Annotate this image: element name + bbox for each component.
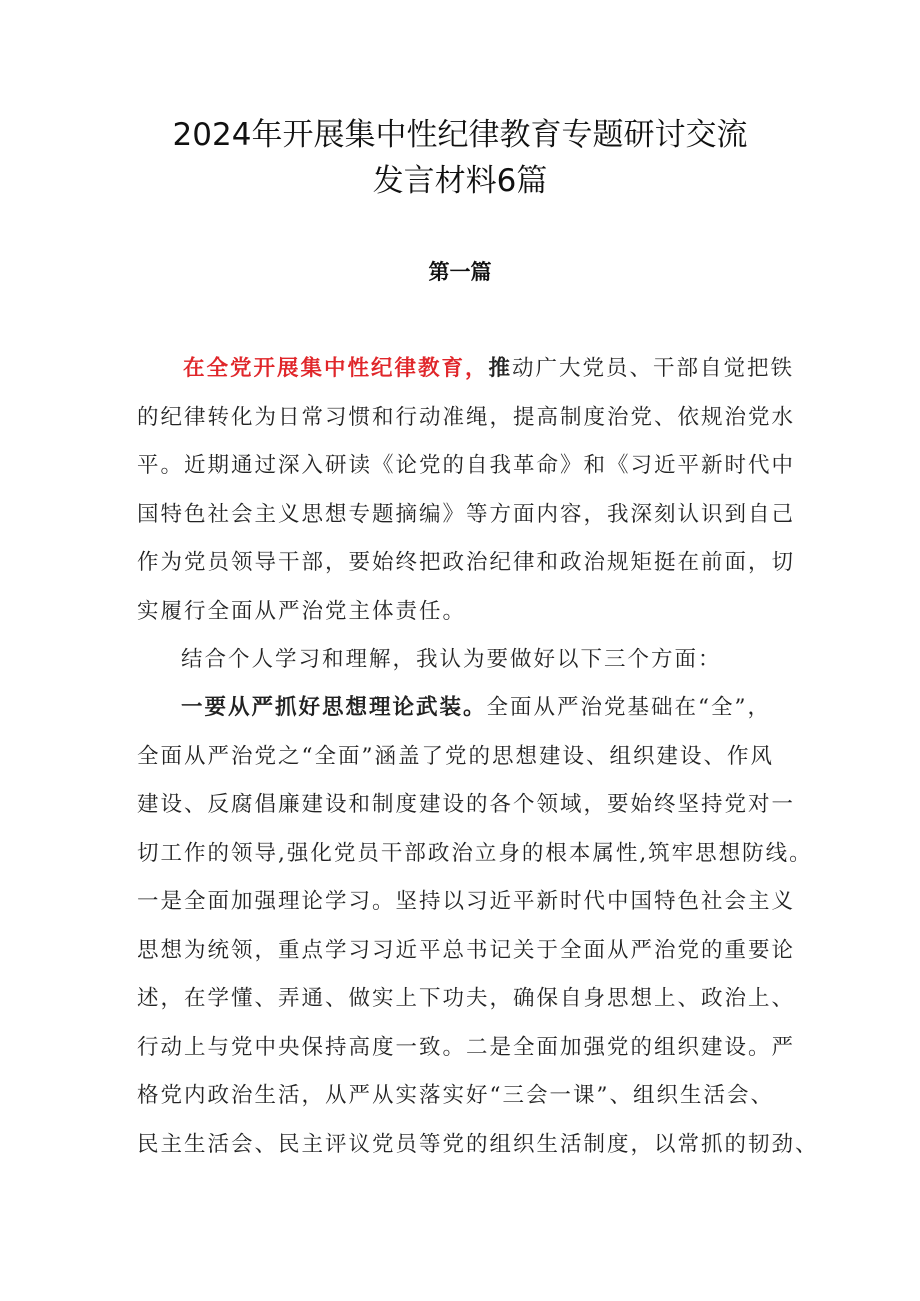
highlighted-lead-text: 在全党开展集中性纪律教育， [183, 356, 489, 381]
paragraph-3-line-2: 全面从严治党之“全面”涵盖了党的思想建设、组织建设、作风 [137, 743, 774, 769]
paragraph-3-line-3: 建设、反腐倡廉建设和制度建设的各个领域，要始终坚持党对一 [137, 792, 796, 817]
paragraph-2 [137, 636, 797, 685]
paragraph-3-line-1 [137, 684, 797, 733]
paragraph-1-line-5: 作为党员领导干部，要始终把政治纪律和政治规矩挺在前面，切 [137, 550, 796, 575]
paragraph-1-line-6: 实履行全面从严治党主体责任。 [137, 598, 467, 624]
document-title-line-2: 发言材料6篇 [372, 163, 548, 199]
paragraph-1-line-3: 平。近期通过深入研读《论党的自我革命》和《习近平新时代中 [137, 453, 796, 478]
paragraph-3-line-6: 思想为统领，重点学习习近平总书记关于全面从严治党的重要论 [137, 937, 796, 963]
paragraph-3 [137, 684, 819, 1169]
paragraph-1-line-1-rest: 动广大党员、干部自觉把铁 [512, 356, 795, 381]
paragraph-3-line-7: 述，在学懂、弄通、做实上下功夫，确保自身思想上、政治上、 [137, 986, 796, 1011]
paragraph-3-line-8: 行动上与党中央保持高度一致。二是全面加强党的组织建设。严 [137, 1034, 796, 1060]
section-heading: 第一篇 [428, 260, 492, 284]
paragraph-3-line-10: 民主生活会、民主评议党员等党的组织生活制度，以常抓的韧劲、 [137, 1131, 819, 1157]
paragraph-3-line-4: 切工作的领导,强化党员干部政治立身的根本属性,筑牢思想防线。 [137, 840, 813, 866]
paragraph-2-line-1: 结合个人学习和理解，我认为要做好以下三个方面： [181, 647, 722, 672]
paragraph-3-line-9: 格党内政治生活，从严从实落实好“三会一课”、组织生活会、 [137, 1083, 774, 1108]
paragraph-1-line-1 [137, 345, 797, 394]
paragraph-3-line-5: 一是全面加强理论学习。坚持以习近平新时代中国特色社会主义 [137, 889, 796, 914]
paragraph-1-line-4: 国特色社会主义思想专题摘编》等方面内容，我深刻认识到自己 [137, 501, 796, 527]
paragraph-1 [137, 345, 797, 636]
bold-char: 推 [488, 356, 513, 381]
document-title-line-1: 2024年开展集中性纪律教育专题研讨交流 [172, 117, 748, 153]
bold-lead-text: 一要从严抓好思想理论武装。 [181, 695, 487, 720]
paragraph-1-line-2: 的纪律转化为日常习惯和行动准绳，提高制度治党、依规治党水 [137, 404, 796, 430]
paragraph-3-line-1-rest: 全面从严治党基础在“全”， [486, 695, 771, 720]
